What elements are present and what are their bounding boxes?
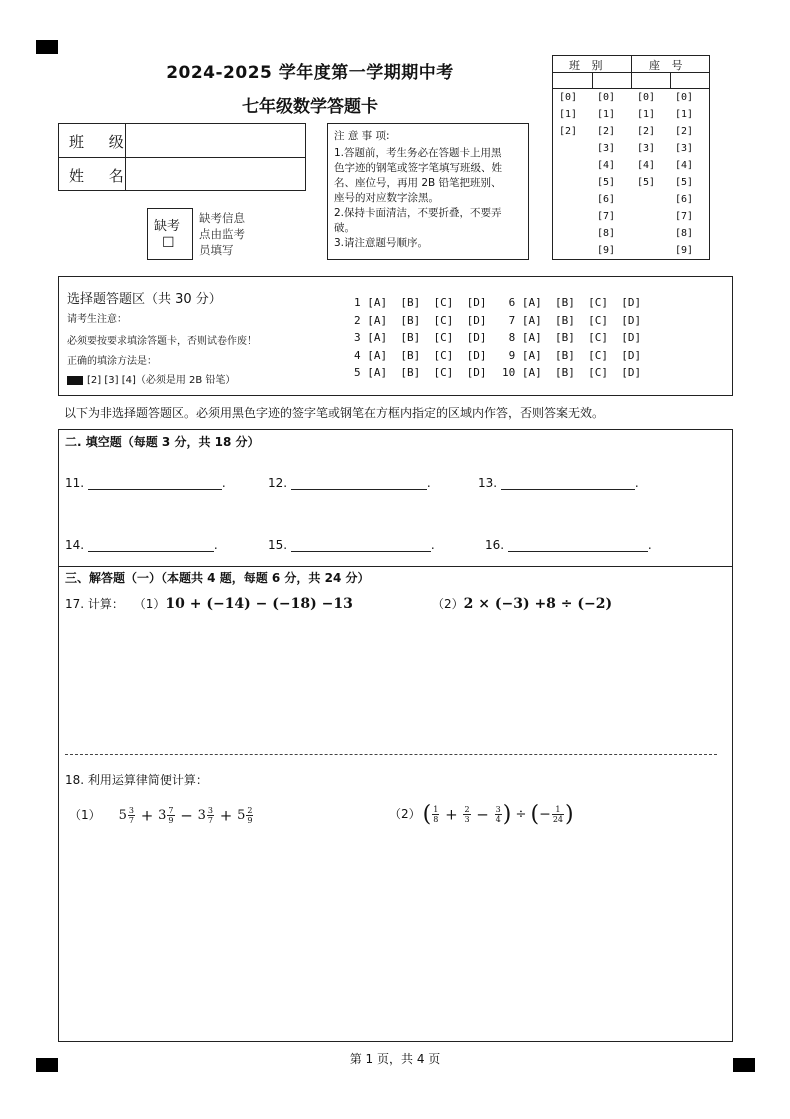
- digit-bubble[interactable]: [4]: [675, 160, 694, 171]
- fill-item-11[interactable]: 11. .: [65, 476, 226, 490]
- digit-bubble[interactable]: [2]: [597, 126, 616, 137]
- choice-note-line: 必须要按要求填涂答题卡，否则试卷作废！: [67, 336, 257, 347]
- digit-bubble[interactable]: [2]: [637, 126, 656, 137]
- digit-bubble[interactable]: [0]: [637, 92, 656, 103]
- digit-bubble[interactable]: [5]: [637, 177, 656, 188]
- digit-bubble[interactable]: [0]: [559, 92, 578, 103]
- choice-question-row[interactable]: 5 [A] [B] [C] [D]: [354, 366, 487, 379]
- notice-line: 破。: [334, 222, 355, 234]
- fill-item-15[interactable]: 15. .: [268, 538, 435, 552]
- fraction: $\frac{7}{9}$: [168, 806, 174, 825]
- digit-bubble[interactable]: [1]: [675, 109, 694, 120]
- q17-expression-2: 2 × (−3) +8 ÷ (−2): [463, 596, 613, 612]
- fill-item-12[interactable]: 12. .: [268, 476, 431, 490]
- digit-bubble[interactable]: [5]: [675, 177, 694, 188]
- digit-bubble[interactable]: [6]: [675, 194, 694, 205]
- notice-line: 1.答题前，考生务必在答题卡上用黑: [334, 147, 502, 159]
- digit-bubble[interactable]: [8]: [675, 228, 694, 239]
- page-number: 第 1 页，共 4 页: [349, 1052, 441, 1066]
- choice-question-row[interactable]: 8 [A] [B] [C] [D]: [502, 331, 642, 344]
- exam-title: 2024-2025 学年度第一学期期中考: [166, 63, 454, 83]
- digit-bubble[interactable]: [3]: [597, 143, 616, 154]
- digit-bubble[interactable]: [5]: [597, 177, 616, 188]
- fraction: $\frac{2}{9}$: [247, 806, 253, 825]
- absent-box: [147, 208, 193, 260]
- name-field[interactable]: [127, 159, 303, 190]
- dashed-divider: [65, 754, 717, 755]
- q18-expression-2: ( $\frac{1}{8}$ + $\frac{2}{3}$ − $\frac{3}{4}$ ) ÷ (− $\frac{1}{24}$ ): [422, 802, 574, 827]
- choice-note-title: 请考生注意：: [67, 314, 127, 325]
- absent-checkbox[interactable]: ☐: [162, 235, 175, 251]
- answer-area: [58, 429, 733, 1042]
- q18-expression-1: 5 $\frac{3}{7}$ + 3 $\frac{7}{9}$ − 3 $\frac{3}{7}$ + 5 $\frac{2}{9}$: [118, 806, 253, 825]
- choice-section-title: 选择题答题区（共 30 分）: [67, 292, 222, 307]
- digit-bubble[interactable]: [1]: [637, 109, 656, 120]
- student-info-box: [58, 123, 306, 191]
- answer-sheet-title: 七年级数学答题卡: [242, 97, 378, 117]
- fraction: $\frac{3}{4}$: [495, 805, 501, 824]
- fill-item-16[interactable]: 16. .: [485, 538, 652, 552]
- choice-question-row[interactable]: 7 [A] [B] [C] [D]: [502, 313, 642, 327]
- digit-bubble[interactable]: [2]: [675, 126, 694, 137]
- notice-box: [327, 123, 529, 260]
- q18-answer-space[interactable]: [65, 840, 725, 1036]
- class-field[interactable]: [127, 125, 303, 156]
- digit-bubble[interactable]: [7]: [675, 211, 694, 222]
- absent-note: 缺考信息 点由监考 员填写: [199, 211, 245, 257]
- fill-item-14[interactable]: 14. .: [65, 538, 218, 552]
- notice-line: 色字迹的钢笔或签字笔填写班级、姓: [334, 162, 502, 174]
- digit-bubble[interactable]: [3]: [675, 143, 694, 154]
- choice-question-row[interactable]: 9 [A] [B] [C] [D]: [502, 348, 642, 362]
- digit-bubble[interactable]: [9]: [597, 245, 616, 256]
- digit-bubble[interactable]: [4]: [637, 160, 656, 171]
- registration-mark-top-left: [36, 40, 58, 54]
- fill-section-title: 二. 填空题（每题 3 分，共 18 分）: [65, 435, 260, 449]
- digit-bubble[interactable]: [1]: [597, 109, 616, 120]
- fraction: $\frac{3}{7}$: [207, 806, 213, 825]
- id-grid: [552, 55, 710, 260]
- fraction: $\frac{2}{3}$: [464, 805, 470, 824]
- choice-question-row[interactable]: 6 [A] [B] [C] [D]: [502, 296, 642, 309]
- digit-bubble[interactable]: [4]: [597, 160, 616, 171]
- notice-line: 3.请注意题号顺序。: [334, 237, 429, 249]
- choice-question-row[interactable]: 1 [A] [B] [C] [D]: [354, 296, 487, 309]
- digit-bubble[interactable]: [6]: [597, 194, 616, 205]
- digit-bubble[interactable]: [7]: [597, 211, 616, 222]
- q17-answer-space[interactable]: [65, 620, 725, 750]
- filled-bubble-icon: [67, 376, 83, 385]
- question-17-part-2: （2）2 × (−3) +8 ÷ (−2): [432, 596, 613, 612]
- class-number-header: 班 别: [569, 59, 607, 72]
- question-17: 17. 计算： （1）10 + (−14) − (−18) −13: [65, 596, 353, 612]
- solve-section-title: 三、解答题（一）（本题共 4 题，每题 6 分，共 24 分）: [65, 571, 370, 585]
- fraction: $\frac{1}{24}$: [552, 805, 564, 824]
- seat-number-header: 座 号: [649, 59, 687, 72]
- fraction: $\frac{3}{7}$: [128, 806, 135, 825]
- digit-bubble[interactable]: [2]: [559, 126, 578, 137]
- section-divider: [59, 566, 732, 567]
- digit-bubble[interactable]: [9]: [675, 245, 694, 256]
- class-label: 班 级: [69, 133, 134, 151]
- digit-bubble[interactable]: [1]: [559, 109, 578, 120]
- fraction: $\frac{1}{8}$: [433, 805, 439, 824]
- choice-question-row[interactable]: 3 [A] [B] [C] [D]: [354, 331, 487, 344]
- q17-expression-1: 10 + (−14) − (−18) −13: [165, 596, 353, 612]
- non-choice-notice: 以下为非选择题答题区。必须用黑色字迹的签字笔或钢笔在方框内指定的区域内作答，否则答案无效。: [64, 406, 605, 420]
- digit-bubble[interactable]: [8]: [597, 228, 616, 239]
- choice-section: [58, 276, 733, 396]
- name-label: 姓 名: [69, 167, 134, 185]
- q18-part-2: （2）( $\frac{1}{8}$ + $\frac{2}{3}$ − $\frac{3}{4}$ ) ÷ (− $\frac{1}{24}$ ): [389, 802, 574, 827]
- notice-line: 2.保持卡面清洁，不要折叠，不要弄: [334, 207, 502, 219]
- fill-example: [2] [3] [4]（必须是用 2B 铅笔）: [67, 371, 235, 386]
- digit-bubble[interactable]: [0]: [597, 92, 616, 103]
- absent-label: 缺考: [154, 219, 181, 234]
- notice-line: 名、座位号，再用 2B 铅笔把班别、: [334, 177, 502, 189]
- q18-part-1: （1） 5 $\frac{3}{7}$ + 3 $\frac{7}{9}$ − 3 $\frac{3}{7}$ + 5 $\frac{2}{9}$: [69, 806, 253, 825]
- choice-question-row[interactable]: 4 [A] [B] [C] [D]: [354, 348, 487, 362]
- notice-line: 座号的对应数字涂黑。: [334, 192, 439, 204]
- digit-bubble[interactable]: [0]: [675, 92, 694, 103]
- notice-title: 注 意 事 项:: [334, 130, 390, 142]
- fill-item-13[interactable]: 13. .: [478, 476, 639, 490]
- choice-question-row[interactable]: 10 [A] [B] [C] [D]: [502, 366, 642, 379]
- choice-question-row[interactable]: 2 [A] [B] [C] [D]: [354, 313, 487, 327]
- question-18: 18. 利用运算律简便计算：: [65, 773, 208, 787]
- digit-bubble[interactable]: [3]: [637, 143, 656, 154]
- choice-note-line: 正确的填涂方法是：: [67, 356, 157, 367]
